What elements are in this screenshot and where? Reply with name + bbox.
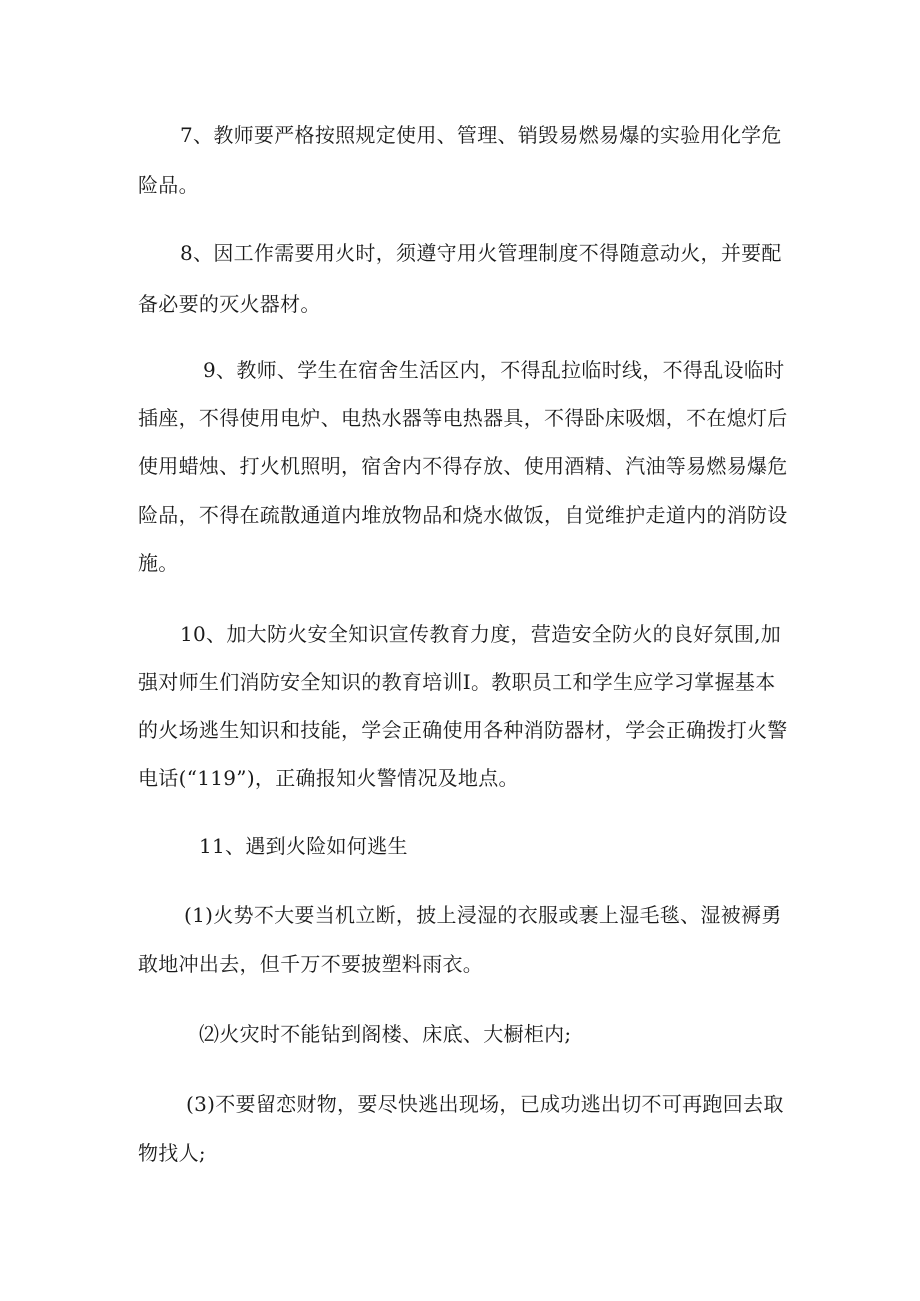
paragraph-11-heading: 11、遇到火险如何逃生 [199,834,408,858]
paragraph-9-line-1: 9、教师、学生在宿舍生活区内，不得乱拉临时线，不得乱设临时 [203,358,785,382]
paragraph-9-line-4: 险品，不得在疏散通道内堆放物品和烧水做饭，自觉维护走道内的消防设 [138,503,788,527]
paragraph-11-item-1-line-1: (1)火势不大要当机立断，披上浸湿的衣服或裹上湿毛毯、湿被褥勇 [184,903,782,927]
paragraph-10-line-1: 10、加大防火安全知识宣传教育力度，营造安全防火的良好氛围,加 [180,622,782,646]
paragraph-10-line-3: 的火场逃生知识和技能，学会正确使用各种消防器材，学会正确拨打火警 [138,718,788,742]
paragraph-10-line-2: 强对师生们消防安全知识的教育培训Ⅰ。教职员工和学生应学习掌握基本 [138,670,776,694]
paragraph-8-line-1: 8、因工作需要用火时，须遵守用火管理制度不得随意动火，并要配 [180,241,782,265]
paragraph-10-line-4: 电话(“119”)，正确报知火警情况及地点。 [138,766,519,790]
paragraph-8-line-2: 备必要的灭火器材。 [138,292,321,316]
paragraph-11-item-3-line-2: 物找人; [138,1141,206,1165]
paragraph-9-line-2: 插座，不得使用电炉、电热水器等电热器具，不得卧床吸烟，不在熄灯后 [138,406,788,430]
paragraph-9-line-3: 使用蜡烛、打火机照明，宿舍内不得存放、使用酒精、汽油等易燃易爆危 [138,454,788,478]
paragraph-11-item-1-line-2: 敢地冲出去，但千万不要披塑料雨衣。 [138,952,484,976]
paragraph-7-line-2: 险品。 [138,173,199,197]
paragraph-7-line-1: 7、教师要严格按照规定使用、管理、销毁易燃易爆的实验用化学危 [180,123,782,147]
paragraph-9-line-5: 施。 [138,551,179,575]
paragraph-11-item-2-line-1: ⑵火灾时不能钻到阁楼、床底、大橱柜内; [199,1022,572,1046]
paragraph-11-item-3-line-1: (3)不要留恋财物，要尽快逃出现场，已成功逃出切不可再跑回去取 [186,1092,784,1116]
